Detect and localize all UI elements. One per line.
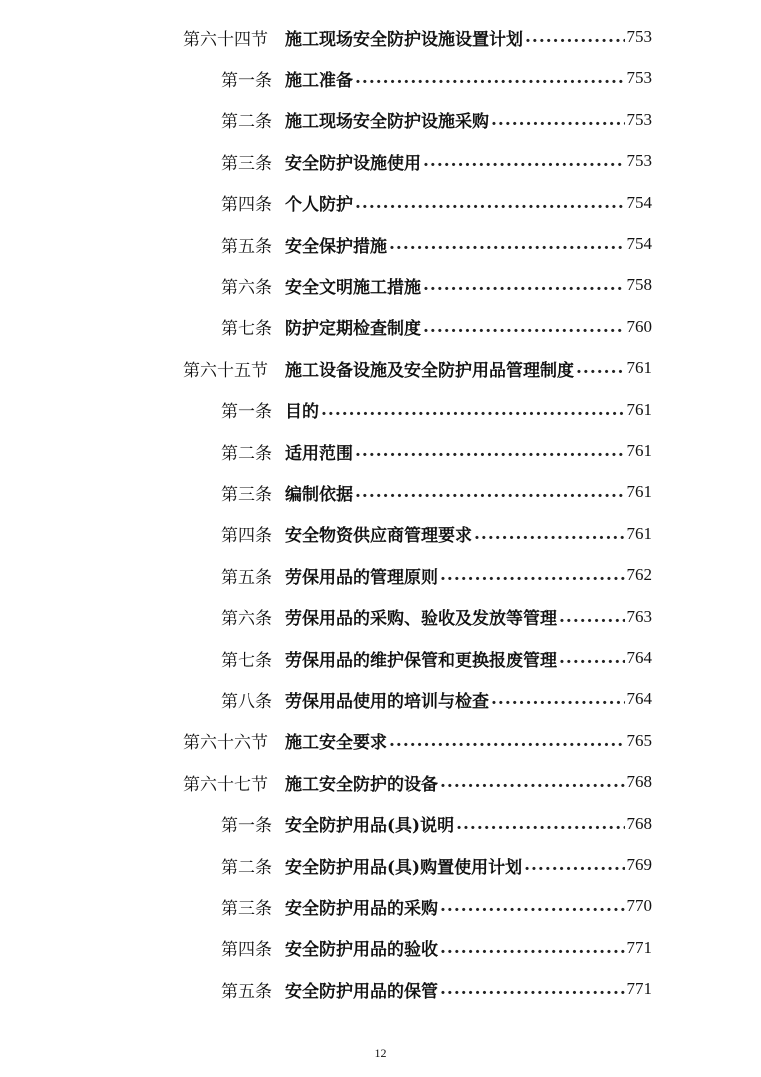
toc-entry-page: 760 (626, 316, 652, 336)
toc-entry-label: 第四条 (221, 526, 272, 547)
toc-entry[interactable] (221, 146, 652, 176)
toc-entry-label: 第二条 (221, 857, 272, 878)
toc-entry-label: 第六条 (221, 609, 272, 630)
toc-entry-label: 第五条 (221, 236, 272, 257)
dot-leader (321, 400, 625, 420)
dot-leader (456, 814, 624, 834)
toc-entry[interactable] (221, 519, 652, 549)
toc-entry-title: 劳保用品的维护保管和更换报废管理 (285, 650, 557, 671)
toc-entry-label: 第二条 (221, 112, 272, 133)
dot-leader (440, 565, 625, 585)
toc-entry[interactable] (221, 395, 652, 425)
toc-entry-label: 第五条 (221, 981, 272, 1002)
toc-entry-label: 第六十六节 (183, 733, 268, 754)
toc-entry-label: 第一条 (221, 70, 272, 91)
toc-entry-page: 768 (626, 813, 652, 833)
dot-leader (525, 27, 625, 47)
toc-entry-page: 754 (626, 234, 652, 253)
toc-entry-title: 施工安全防护的设备 (285, 774, 438, 795)
dot-leader (440, 938, 625, 958)
toc-entry[interactable] (221, 477, 652, 507)
toc-entry-title: 安全防护用品(具)说明 (285, 816, 455, 837)
toc-entry-page: 763 (626, 606, 652, 626)
toc-entry-title: 安全防护用品的验收 (285, 940, 438, 961)
toc-entry-label: 第六条 (221, 277, 272, 298)
toc-entry[interactable] (221, 105, 652, 135)
toc-entry[interactable] (221, 602, 652, 632)
toc-entry-title: 安全防护用品(具)购置使用计划 (285, 857, 523, 878)
toc-entry[interactable] (221, 891, 652, 921)
dot-leader (559, 648, 625, 668)
toc-entry-page: 761 (626, 399, 652, 419)
toc-entry-title: 目的 (285, 402, 319, 423)
toc-entry[interactable] (221, 933, 652, 963)
toc-entry[interactable] (221, 684, 652, 714)
toc-entry-page: 753 (626, 151, 652, 171)
toc-entry-label: 第四条 (221, 195, 272, 216)
toc-entry-title: 安全物资供应商管理要求 (285, 526, 472, 547)
dot-leader (440, 896, 625, 916)
toc-entry-title: 施工准备 (285, 70, 353, 91)
toc-entry-title: 劳保用品使用的培训与检查 (285, 691, 489, 712)
dot-leader (355, 441, 625, 461)
dot-leader (423, 275, 625, 295)
toc-entry-page: 753 (626, 68, 652, 88)
toc-entry-label: 第三条 (221, 484, 272, 505)
toc-entry-label: 第二条 (221, 443, 272, 464)
toc-entry[interactable] (221, 974, 652, 1004)
toc-entry[interactable] (221, 188, 652, 218)
toc-entry-label: 第六十五节 (183, 360, 268, 381)
toc-entry[interactable] (221, 436, 652, 466)
toc-entry-title: 劳保用品的采购、验收及发放等管理 (285, 609, 557, 630)
toc-entry-label: 第五条 (221, 567, 272, 588)
toc-entry-label: 第三条 (221, 153, 272, 174)
toc-entry-title: 安全防护用品的保管 (285, 981, 438, 1002)
toc-entry-label: 第六十四节 (183, 29, 268, 50)
toc-entry-page: 769 (626, 855, 652, 874)
toc-entry-page: 761 (626, 358, 652, 378)
toc-entry[interactable] (221, 560, 652, 590)
dot-leader (491, 689, 625, 709)
toc-entry-page: 754 (626, 192, 652, 212)
toc-entry-label: 第三条 (221, 898, 272, 919)
dot-leader (423, 151, 625, 171)
toc-entry[interactable] (183, 726, 652, 756)
toc-entry-page: 761 (626, 441, 652, 460)
toc-entry-page: 762 (626, 565, 652, 585)
toc-entry-page: 771 (626, 937, 652, 957)
toc-entry[interactable] (183, 22, 652, 52)
toc-entry[interactable] (221, 809, 652, 839)
toc-entry-label: 第一条 (221, 402, 272, 423)
toc-entry-title: 防护定期检查制度 (285, 319, 421, 340)
dot-leader (474, 524, 625, 544)
toc-entry-title: 适用范围 (285, 443, 353, 464)
toc-entry-page: 765 (626, 730, 652, 750)
toc-entry[interactable] (183, 353, 652, 383)
toc-entry[interactable] (221, 270, 652, 300)
toc-entry-page: 764 (626, 648, 652, 667)
dot-leader (389, 731, 625, 751)
dot-leader (355, 193, 625, 213)
toc-entry-label: 第七条 (221, 650, 272, 671)
toc-entry-page: 761 (626, 482, 652, 502)
dot-leader (524, 855, 624, 875)
toc-entry-title: 安全防护用品的采购 (285, 898, 438, 919)
toc-entry-label: 第七条 (221, 319, 272, 340)
dot-leader (423, 317, 625, 337)
toc-entry-title: 施工安全要求 (285, 733, 387, 754)
page-number: 12 (374, 1046, 387, 1060)
toc-entry[interactable] (221, 643, 652, 673)
toc-entry[interactable] (221, 229, 652, 259)
dot-leader (389, 234, 625, 254)
dot-leader (559, 607, 625, 627)
toc-entry-title: 施工现场安全防护设施采购 (285, 112, 489, 133)
toc-entry-page: 753 (626, 109, 652, 129)
toc-entry-title: 编制依据 (285, 484, 353, 505)
toc-entry-title: 施工设备设施及安全防护用品管理制度 (285, 360, 574, 381)
dot-leader (491, 110, 625, 130)
toc-entry-page: 764 (626, 689, 652, 709)
toc-entry-page: 758 (626, 275, 652, 295)
toc-entry[interactable] (221, 63, 652, 93)
toc-entry-page: 753 (626, 27, 652, 46)
toc-entry-label: 第四条 (221, 940, 272, 961)
dot-leader (440, 772, 625, 792)
toc-entry[interactable] (183, 767, 652, 797)
toc-entry-page: 770 (626, 896, 652, 916)
dot-leader (440, 979, 625, 999)
toc-entry-label: 第一条 (221, 816, 272, 837)
toc-entry-label: 第六十七节 (183, 774, 268, 795)
dot-leader (355, 68, 625, 88)
toc-entry-title: 安全防护设施使用 (285, 153, 421, 174)
toc-entry[interactable] (221, 850, 652, 880)
toc-entry-page: 771 (626, 979, 652, 999)
toc-entry-page: 768 (626, 772, 652, 792)
toc-entry-title: 个人防护 (285, 195, 353, 216)
dot-leader (355, 482, 625, 502)
toc-entry-title: 安全文明施工措施 (285, 277, 421, 298)
toc-entry-title: 施工现场安全防护设施设置计划 (285, 29, 523, 50)
dot-leader (576, 358, 625, 378)
toc-entry-title: 安全保护措施 (285, 236, 387, 257)
toc-entry-title: 劳保用品的管理原则 (285, 567, 438, 588)
toc-entry[interactable] (221, 312, 652, 342)
toc-entry-page: 761 (626, 523, 652, 543)
toc-entry-label: 第八条 (221, 691, 272, 712)
